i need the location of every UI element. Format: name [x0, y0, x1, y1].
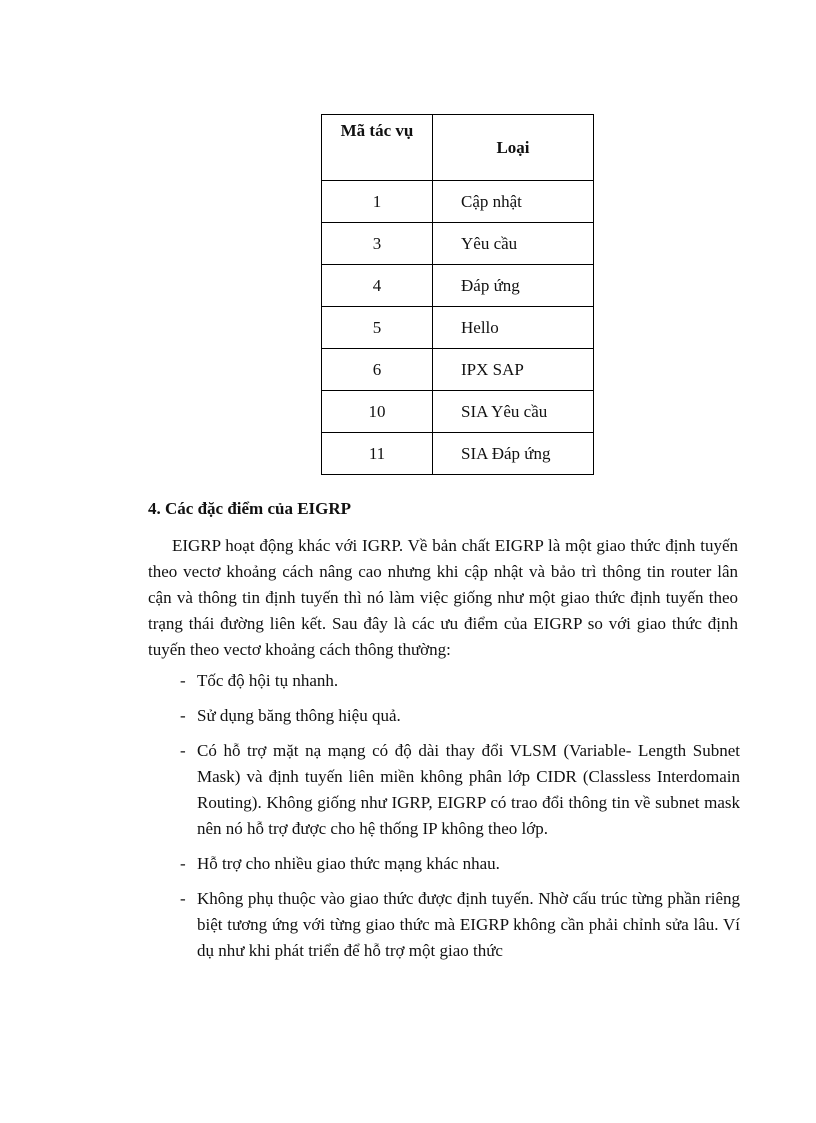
opcode-cell: 3	[322, 223, 433, 265]
table-row	[322, 307, 594, 349]
type-cell: SIA Yêu cầu	[433, 391, 594, 433]
list-item-text: Tốc độ hội tụ nhanh.	[197, 671, 339, 690]
bullet-dash: -	[180, 706, 186, 725]
type-cell: Yêu cầu	[433, 223, 594, 265]
list-item	[180, 703, 740, 729]
opcode-table	[321, 114, 594, 475]
type-cell: SIA Đáp ứng	[433, 433, 594, 475]
list-item-text: Có hỗ trợ mặt nạ mạng có độ dài thay đổi VLSM (Variable- Length Subnet Mask) và định tuyến liên miền không phân lớp CIDR (Classless Interdomain Routing). Không giống như IGRP, EIGRP có trao đổi thông tin về subnet mask nên nó hỗ trợ được cho hệ thống IP không theo lớp.	[197, 741, 740, 838]
bullet-dash: -	[180, 889, 186, 908]
section-paragraph: EIGRP hoạt động khác với IGRP. Về bản chất EIGRP là một giao thức định tuyến theo vectơ khoảng cách nâng cao nhưng khi cập nhật và bảo trì thông tin router lân cận và thông tin định tuyến thì nó làm việc giống như một giao thức định tuyến theo trạng thái đường liên kết. Sau đây là các ưu điểm của EIGRP so với giao thức định tuyến theo vectơ khoảng cách thông thường:	[148, 536, 738, 659]
table-row	[322, 223, 594, 265]
section-heading: 4. Các đặc điểm của EIGRP	[148, 499, 352, 518]
list-item	[180, 886, 740, 964]
opcode-cell: 1	[322, 181, 433, 223]
bullet-dash: -	[180, 741, 186, 760]
table-row	[322, 265, 594, 307]
header-opcode: Mã tác vụ	[322, 115, 433, 181]
bullet-dash: -	[180, 671, 186, 690]
list-item	[180, 668, 740, 694]
list-item-text: Không phụ thuộc vào giao thức được định tuyến. Nhờ cấu trúc từng phần riêng biệt tương ứng với từng giao thức mà EIGRP không cần phải chỉnh sửa lâu. Ví dụ như khi phát triển để hỗ trợ một giao thức	[197, 889, 740, 960]
table-header-row	[322, 115, 594, 181]
type-cell: Đáp ứng	[433, 265, 594, 307]
opcode-cell: 4	[322, 265, 433, 307]
opcode-cell: 11	[322, 433, 433, 475]
type-cell: Cập nhật	[433, 181, 594, 223]
list-item	[180, 738, 740, 842]
list-item	[180, 851, 740, 877]
opcode-cell: 5	[322, 307, 433, 349]
table-row	[322, 391, 594, 433]
header-type: Loại	[433, 115, 594, 181]
type-cell: IPX SAP	[433, 349, 594, 391]
table-row	[322, 349, 594, 391]
advantages-list	[180, 668, 740, 973]
opcode-cell: 6	[322, 349, 433, 391]
bullet-dash: -	[180, 854, 186, 873]
table-row	[322, 433, 594, 475]
opcode-cell: 10	[322, 391, 433, 433]
table-row	[322, 181, 594, 223]
list-item-text: Sử dụng băng thông hiệu quả.	[197, 706, 401, 725]
list-item-text: Hỗ trợ cho nhiều giao thức mạng khác nhau.	[197, 854, 500, 873]
type-cell: Hello	[433, 307, 594, 349]
